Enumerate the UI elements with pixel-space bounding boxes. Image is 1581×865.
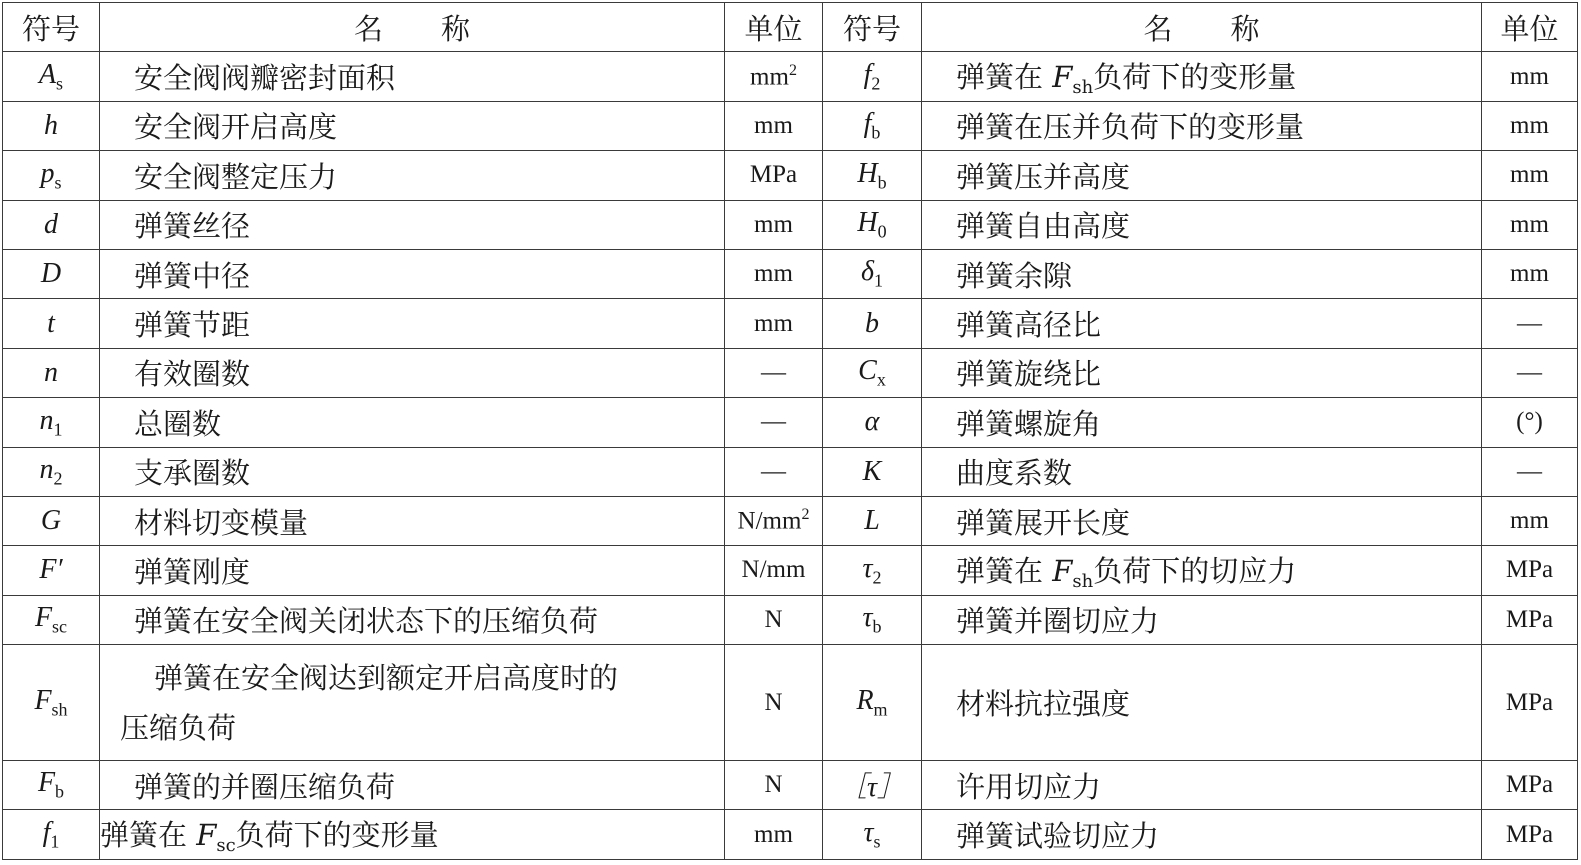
name-cell: 弹簧展开长度: [922, 496, 1482, 545]
name-cell: 弹簧在 $F_{sh}$负荷下的变形量: [922, 52, 1482, 101]
name-cell: 安全阀整定压力: [100, 151, 725, 200]
header-row: [3, 3, 1578, 52]
symbol-cell: G: [3, 496, 100, 545]
name-cell: 材料切变模量: [100, 496, 725, 545]
unit-cell: (°): [1482, 398, 1578, 447]
symbol-cell: $R_m$: [823, 645, 922, 761]
header-name-left: 名 称: [100, 3, 725, 52]
unit-cell: N/mm: [725, 546, 823, 595]
unit-cell: N: [725, 595, 823, 644]
symbol-cell: $H_b$: [823, 151, 922, 200]
table-row: [3, 810, 1578, 860]
symbol-cell: α: [823, 398, 922, 447]
unit-cell: —: [725, 348, 823, 397]
table-row: [3, 496, 1578, 545]
unit-cell: mm: [1482, 496, 1578, 545]
unit-cell: mm: [1482, 200, 1578, 249]
table-row: [3, 151, 1578, 200]
name-cell: 弹簧节距: [100, 299, 725, 348]
table-row: [3, 595, 1578, 644]
name-cell: 总圈数: [100, 398, 725, 447]
unit-cell: MPa: [1482, 546, 1578, 595]
symbol-cell: $\delta_1$: [823, 249, 922, 298]
unit-cell: mm: [1482, 52, 1578, 101]
header-symbol-right: 符号: [823, 3, 922, 52]
unit-cell: —: [1482, 447, 1578, 496]
table-row: [3, 761, 1578, 810]
symbol-cell: b: [823, 299, 922, 348]
unit-cell: mm: [1482, 249, 1578, 298]
name-cell: 弹簧高径比: [922, 299, 1482, 348]
symbol-cell: D: [3, 249, 100, 298]
name-cell: 有效圈数: [100, 348, 725, 397]
symbol-cell: $F_{sh}$: [3, 645, 100, 761]
unit-cell: N: [725, 761, 823, 810]
name-cell: 安全阀阀瓣密封面积: [100, 52, 725, 101]
name-cell: 弹簧并圈切应力: [922, 595, 1482, 644]
table-row: [3, 398, 1578, 447]
symbol-cell: $F_b$: [3, 761, 100, 810]
unit-cell: —: [1482, 299, 1578, 348]
name-cell: 弹簧旋绕比: [922, 348, 1482, 397]
unit-cell: mm: [1482, 151, 1578, 200]
table-row: [3, 348, 1578, 397]
name-cell: 弹簧的并圈压缩负荷: [100, 761, 725, 810]
unit-cell: N: [725, 645, 823, 761]
name-cell: 弹簧中径: [100, 249, 725, 298]
name-cell: 弹簧在安全阀达到额定开启高度时的 压缩负荷: [100, 645, 725, 761]
table-row: [3, 101, 1578, 150]
symbol-cell: d: [3, 200, 100, 249]
name-cell: 弹簧刚度: [100, 546, 725, 595]
symbol-cell: $F_{sc}$: [3, 595, 100, 644]
table-row: [3, 299, 1578, 348]
name-cell: 弹簧在安全阀关闭状态下的压缩负荷: [100, 595, 725, 644]
symbol-cell: $n_2$: [3, 447, 100, 496]
symbol-cell: ［τ］: [823, 761, 922, 810]
name-cell: 弹簧在压并负荷下的变形量: [922, 101, 1482, 150]
unit-cell: MPa: [1482, 645, 1578, 761]
name-cell: 弹簧自由高度: [922, 200, 1482, 249]
name-cell: 弹簧压并高度: [922, 151, 1482, 200]
symbol-cell: t: [3, 299, 100, 348]
symbol-cell: F′: [3, 546, 100, 595]
table-row: [3, 447, 1578, 496]
name-cell: 弹簧丝径: [100, 200, 725, 249]
name-cell: 弹簧余隙: [922, 249, 1482, 298]
symbol-cell: $\tau_2$: [823, 546, 922, 595]
unit-cell: MPa: [1482, 595, 1578, 644]
symbol-cell: $\tau_s$: [823, 810, 922, 860]
symbol-cell: h: [3, 101, 100, 150]
unit-cell: MPa: [1482, 761, 1578, 810]
symbol-cell: $p_s$: [3, 151, 100, 200]
unit-cell: mm: [725, 249, 823, 298]
unit-cell: mm: [725, 810, 823, 860]
name-cell: 支承圈数: [100, 447, 725, 496]
symbol-cell: $f_b$: [823, 101, 922, 150]
symbol-cell: $A_s$: [3, 52, 100, 101]
table-row: [3, 645, 1578, 761]
table-row: [3, 546, 1578, 595]
name-cell: 弹簧试验切应力: [922, 810, 1482, 860]
unit-cell: mm: [725, 200, 823, 249]
unit-cell: $N/mm^2$: [725, 496, 823, 545]
name-cell: 弹簧在 $F_{sc}$负荷下的变形量: [100, 810, 725, 860]
unit-cell: —: [725, 398, 823, 447]
name-cell: 材料抗拉强度: [922, 645, 1482, 761]
table-row: [3, 200, 1578, 249]
symbol-cell: $H_0$: [823, 200, 922, 249]
symbol-cell: $C_x$: [823, 348, 922, 397]
unit-cell: —: [725, 447, 823, 496]
name-cell: 许用切应力: [922, 761, 1482, 810]
symbol-cell: K: [823, 447, 922, 496]
name-cell: 安全阀开启高度: [100, 101, 725, 150]
name-cell: 曲度系数: [922, 447, 1482, 496]
header-unit-right: 单位: [1482, 3, 1578, 52]
symbol-cell: L: [823, 496, 922, 545]
unit-cell: MPa: [725, 151, 823, 200]
table-row: [3, 52, 1578, 101]
table-row: [3, 249, 1578, 298]
header-unit-left: 单位: [725, 3, 823, 52]
unit-cell: mm: [725, 101, 823, 150]
symbol-cell: n: [3, 348, 100, 397]
symbol-cell: $\tau_b$: [823, 595, 922, 644]
symbol-cell: $f_1$: [3, 810, 100, 860]
symbols-table: [2, 2, 1578, 860]
header-name-right: 名 称: [922, 3, 1482, 52]
unit-cell: mm: [1482, 101, 1578, 150]
unit-cell: $mm^2$: [725, 52, 823, 101]
name-cell: 弹簧螺旋角: [922, 398, 1482, 447]
unit-cell: mm: [725, 299, 823, 348]
header-symbol-left: 符号: [3, 3, 100, 52]
unit-cell: —: [1482, 348, 1578, 397]
name-cell: 弹簧在 $F_{sh}$负荷下的切应力: [922, 546, 1482, 595]
symbol-cell: $n_1$: [3, 398, 100, 447]
unit-cell: MPa: [1482, 810, 1578, 860]
symbol-cell: $f_2$: [823, 52, 922, 101]
